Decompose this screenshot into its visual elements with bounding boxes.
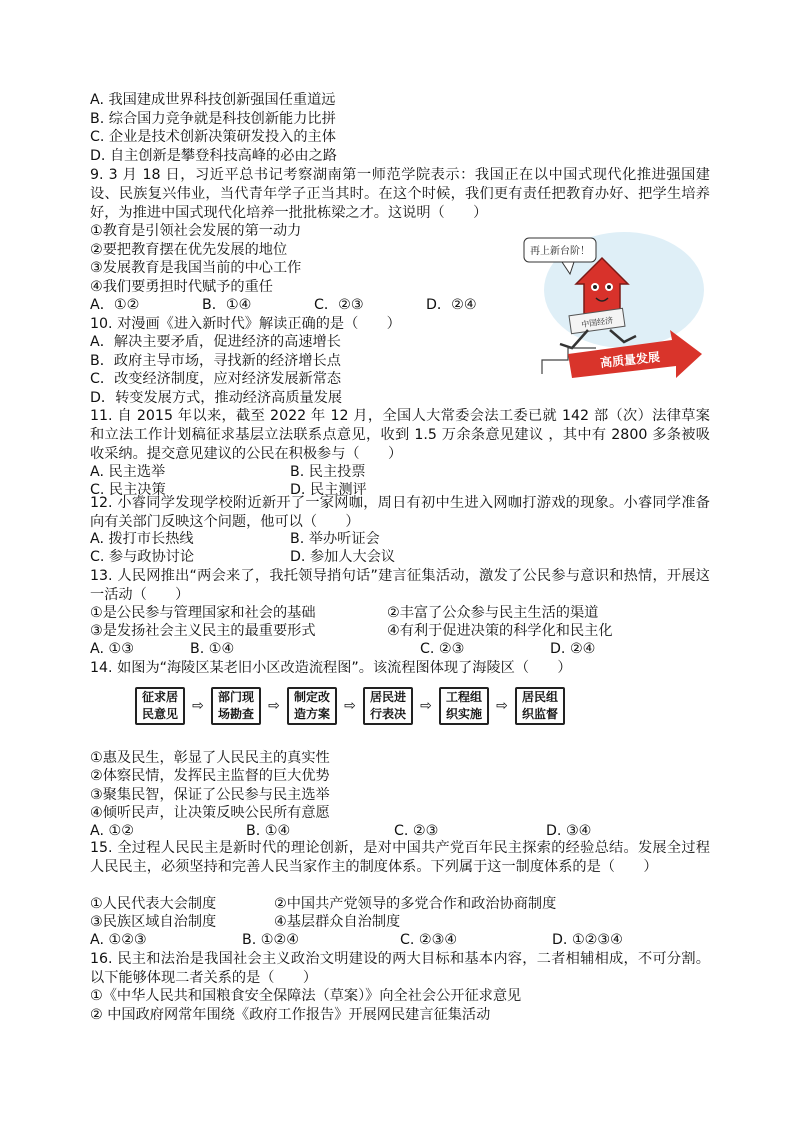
- cartoon-sign-text: 中国经济: [580, 315, 614, 330]
- q9-options: [90, 296, 500, 315]
- q9-item-2: ②要把教育摆在优先发展的地位: [90, 242, 288, 258]
- q15-item-4: ④基层群众自治制度: [274, 914, 401, 930]
- q16-stem: 16. 民主和法治是我国社会主义政治文明建设的两大目标和基本内容，二者相辅相成，不可分割。以下能够体现二者关系的是（ ）: [90, 951, 710, 986]
- q15-option-d: D. ①②③④: [552, 932, 623, 948]
- q12-option-b: B. 举办听证会: [290, 531, 380, 547]
- q11-option-a: A. 民主选举: [90, 464, 166, 480]
- q14-item-2: ②体察民情，发挥民主监督的巨大优势: [90, 768, 330, 784]
- q13-item-2: ②丰富了公众参与民主生活的渠道: [387, 605, 599, 621]
- flow-arrow-icon: ⇨: [420, 698, 432, 714]
- q9-option-c: C．②③: [314, 297, 364, 313]
- q12-option-a: A. 拨打市长热线: [90, 531, 194, 547]
- q15-item-1: ①人民代表大会制度: [90, 896, 217, 912]
- q9-item-4: ④我们要勇担时代赋予的重任: [90, 279, 273, 295]
- cartoon-bubble-text: 再上新台阶！: [530, 246, 590, 257]
- q9-stem: 9. 3 月 18 日，习近平总书记考察湖南第一师范学院表示：我国正在以中国式现代化推进强国建设、民族复兴伟业，当代青年学子正当其时。在这个时候，我们更有责任把教育办好、把学生培养好，为推进中国式现代化培养一批批栋梁之才。这说明（ ）: [90, 167, 710, 221]
- q14-item-3: ③聚集民智，保证了公民参与民主选举: [90, 787, 330, 803]
- q9-option-b: B．①④: [202, 297, 252, 313]
- q11-option-d: D. 民主测评: [290, 482, 367, 498]
- q14-item-4: ④倾听民声，让决策反映公民所有意愿: [90, 805, 330, 821]
- flow-step-4: 居民进行表决: [363, 687, 413, 725]
- renovation-flowchart: [135, 687, 565, 725]
- q8-option-b: B. 综合国力竞争就是科技创新能力比拼: [90, 111, 336, 127]
- q14-option-a: A. ①②: [90, 823, 134, 839]
- q13-items-row-1: [90, 604, 710, 623]
- q8-option-a: A. 我国建成世界科技创新强国任重道远: [90, 92, 336, 108]
- q15-options: [90, 931, 710, 950]
- q13-items-row-2: [90, 622, 710, 641]
- q11-stem: 11. 自 2015 年以来，截至 2022 年 12 月，全国人大常委会法工委已就 142 部（次）法律草案和立法工作计划稿征求基层立法联系点意见，收到 1.5 万余条意见建议 ，其中有 2800 多条被吸收采纳。提交意见建议的公民在积极参与（ ）: [90, 408, 710, 462]
- q13-item-4: ④有利于促进决策的科学化和民主化: [387, 623, 613, 639]
- q15-item-3: ③民族区域自治制度: [90, 914, 217, 930]
- q15-item-2: ②中国共产党领导的多党合作和政治协商制度: [274, 896, 557, 912]
- q14-option-c: C. ②③: [394, 823, 439, 839]
- q16-item-2: ② 中国政府网常年围绕《政府工作报告》开展网民建言征集活动: [90, 1007, 491, 1023]
- q10-option-c: C．改变经济制度，应对经济发展新常态: [90, 371, 342, 387]
- flow-arrow-icon: ⇨: [496, 698, 508, 714]
- q9-item-3: ③发展教育是我国当前的中心工作: [90, 260, 302, 276]
- flow-step-6: 居民组织监督: [515, 687, 565, 725]
- q10-stem: 10. 对漫画《进入新时代》解读正确的是（ ）: [90, 316, 401, 332]
- q16-item-1: ①《中华人民共和国粮食安全保障法（草案）》向全社会公开征求意见: [90, 988, 522, 1004]
- q13-options: [90, 640, 710, 659]
- flow-arrow-icon: ⇨: [344, 698, 356, 714]
- q14-stem: 14. 如图为“海陵区某老旧小区改造流程图”。该流程图体现了海陵区（ ）: [90, 660, 572, 676]
- q12-stem: 12. 小睿同学发现学校附近新开了一家网咖，周日有初中生进入网咖打游戏的现象。小睿同学准备向有关部门反映这个问题，他可以（ ）: [90, 495, 710, 530]
- flow-step-5: 工程组织实施: [439, 687, 489, 725]
- q12-options-row-1: [90, 530, 710, 549]
- new-era-cartoon: [512, 232, 704, 382]
- q15-stem: 15. 全过程人民民主是新时代的理论创新，是对中国共产党百年民主探索的经验总结。发展全过程人民民主，必须坚持和完善人民当家作主的制度体系。下列属于这一制度体系的是（ ）: [90, 840, 710, 875]
- q11-option-c: C. 民主决策: [90, 482, 166, 498]
- q13-item-1: ①是公民参与管理国家和社会的基础: [90, 605, 316, 621]
- q12-options-row-2: [90, 548, 710, 567]
- q14-item-1: ①惠及民生，彰显了人民民主的真实性: [90, 750, 330, 766]
- q13-item-3: ③是发扬社会主义民主的最重要形式: [90, 623, 316, 639]
- flow-arrow-icon: ⇨: [268, 698, 280, 714]
- q14-option-d: D. ③④: [546, 823, 592, 839]
- cartoon-arrow-text: 高质量发展: [599, 349, 661, 371]
- flow-step-3: 制定改造方案: [287, 687, 337, 725]
- q15-option-c: C. ②③④: [400, 932, 458, 948]
- q8-option-c: C. 企业是技术创新决策研发投入的主体: [90, 129, 336, 145]
- flow-arrow-icon: ⇨: [192, 698, 204, 714]
- q13-option-d: D. ②④: [550, 641, 596, 657]
- flow-step-1: 征求居民意见: [135, 687, 185, 725]
- q11-option-b: B. 民主投票: [290, 464, 366, 480]
- q12-option-d: D. 参加人大会议: [290, 549, 396, 565]
- q13-stem: 13. 人民网推出“两会来了，我托领导捎句话”建言征集活动，激发了公民参与意识和热情，开展这一活动（ ）: [90, 568, 710, 603]
- q14-option-b: B. ①④: [246, 823, 291, 839]
- q15-items-row-1: [90, 895, 710, 914]
- q8-option-d: D. 自主创新是攀登科技高峰的必由之路: [90, 148, 337, 164]
- q9-item-1: ①教育是引领社会发展的第一动力: [90, 223, 302, 239]
- q15-option-a: A. ①②③: [90, 932, 147, 948]
- q13-option-b: B. ①④: [190, 641, 235, 657]
- q15-items-row-2: [90, 913, 710, 932]
- q11-options-row-1: [90, 463, 710, 482]
- q15-option-b: B. ①②④: [242, 932, 299, 948]
- q10-option-a: A．解决主要矛盾，促进经济的高速增长: [90, 334, 341, 350]
- q10-option-d: D．转变发展方式，推动经济高质量发展: [90, 390, 343, 406]
- flow-step-2: 部门现场勘查: [211, 687, 261, 725]
- q10-option-b: B．政府主导市场，寻找新的经济增长点: [90, 353, 341, 369]
- q13-option-c: C. ②③: [420, 641, 465, 657]
- q13-option-a: A. ①③: [90, 641, 134, 657]
- q9-option-a: A．①②: [90, 297, 140, 313]
- q12-option-c: C. 参与政协讨论: [90, 549, 195, 565]
- q9-option-d: D．②④: [426, 297, 477, 313]
